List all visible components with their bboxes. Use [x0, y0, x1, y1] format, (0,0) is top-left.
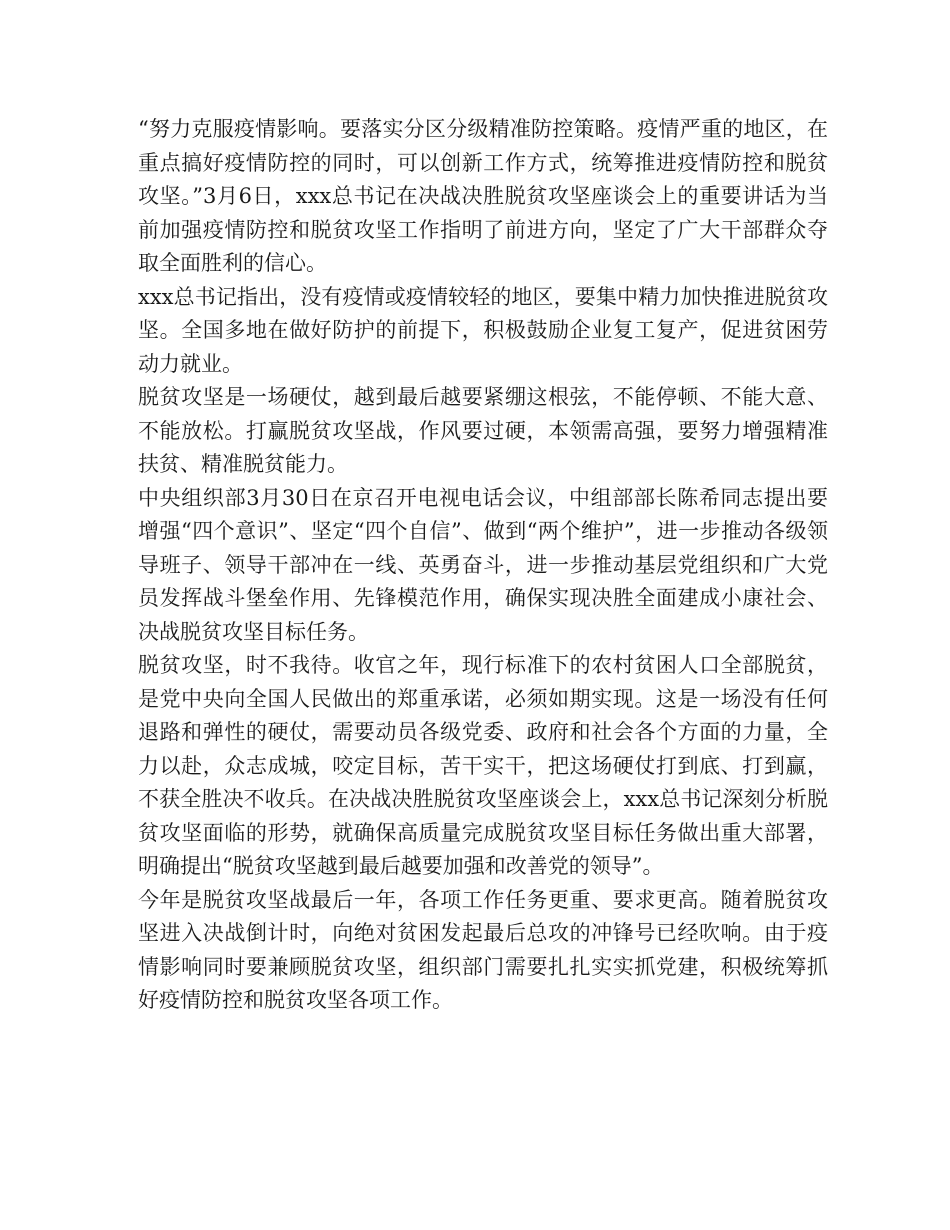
- paragraph-1: “努力克服疫情影响。要落实分区分级精准防控策略。疫情严重的地区，在重点搞好疫情防控的同时，可以创新工作方式，统筹推进疫情防控和脱贫攻坚。”3月6日，xxx总书记在决战决胜脱贫攻坚座谈会上的重要讲话为当前加强疫情防控和脱贫攻坚工作指明了前进方向，坚定了广大干部群众夺取全面胜利的信心。: [138, 117, 828, 275]
- paragraph-2: xxx总书记指出，没有疫情或疫情较轻的地区，要集中精力加快推进脱贫攻坚。全国多地在做好防护的前提下，积极鼓励企业复工复产，促进贫困劳动力就业。: [138, 284, 828, 376]
- document-body: [138, 113, 828, 1018]
- paragraph-3: 脱贫攻坚是一场硬仗，越到最后越要紧绷这根弦，不能停顿、不能大意、不能放松。打赢脱贫攻坚战，作风要过硬，本领需高强，要努力增强精准扶贫、精准脱贫能力。: [138, 385, 828, 476]
- paragraph-4: 中央组织部3月30日在京召开电视电话会议，中组部部长陈希同志提出要增强“四个意识”、坚定“四个自信”、做到“两个维护”，进一步推动各级领导班子、领导干部冲在一线、英勇奋斗，进一步推动基层党组织和广大党员发挥战斗堡垒作用、先锋模范作用，确保实现决胜全面建成小康社会、决战脱贫攻坚目标任务。: [138, 485, 828, 644]
- paragraph-5: 脱贫攻坚，时不我待。收官之年，现行标准下的农村贫困人口全部脱贫，是党中央向全国人民做出的郑重承诺，必须如期实现。这是一场没有任何退路和弹性的硬仗，需要动员各级党委、政府和社会各个方面的力量，全力以赴，众志成城，咬定目标，苦干实干，把这场硬仗打到底、打到赢，不获全胜决不收兵。在决战决胜脱贫攻坚座谈会上，xxx总书记深刻分析脱贫攻坚面临的形势，就确保高质量完成脱贫攻坚目标任务做出重大部署，明确提出“脱贫攻坚越到最后越要加强和改善党的领导”。: [138, 653, 828, 878]
- paragraph-6: 今年是脱贫攻坚战最后一年，各项工作任务更重、要求更高。随着脱贫攻坚进入决战倒计时，向绝对贫困发起最后总攻的冲锋号已经吹响。由于疫情影响同时要兼顾脱贫攻坚，组织部门需要扎扎实实抓党建，积极统筹抓好疫情防控和脱贫攻坚各项工作。: [138, 887, 828, 1012]
